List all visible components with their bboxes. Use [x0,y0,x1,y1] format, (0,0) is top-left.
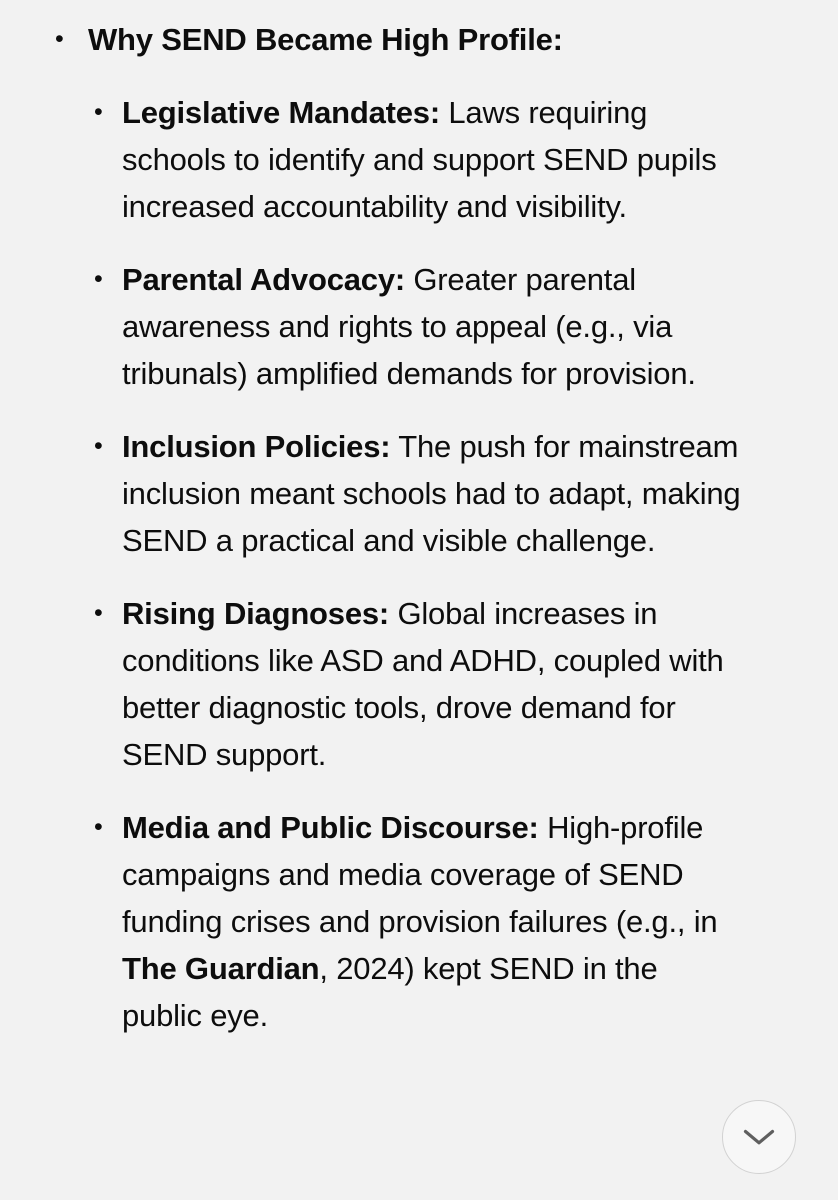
list-item-body: Laws requiring schools to identify and support SEND pupils increased accountability and visibility. [122,95,717,224]
list-item [88,256,798,397]
list-item-label: Parental Advocacy: [122,262,405,297]
list-item [88,804,798,1039]
list-item-label: Rising Diagnoses: [122,596,390,631]
list-title: Why SEND Became High Profile: [88,22,563,57]
bullet-marker: • [94,98,103,126]
list-item-text [122,256,744,397]
list-item-text [122,423,744,564]
chevron-down-icon [743,1129,775,1146]
list-item-text [122,590,744,778]
top-list-item [55,16,798,1039]
list-item-label: Media and Public Discourse: [122,810,539,845]
bullet-marker: • [94,265,103,293]
list-item-body-after: , 2024) kept SEND in the public eye. [122,951,658,1033]
list-item [88,423,798,564]
bullet-marker: • [94,599,103,627]
list-item-body: Greater parental awareness and rights to appeal (e.g., via tribunals) amplified demands for provision. [122,262,696,391]
scroll-to-bottom-button[interactable] [722,1100,796,1174]
list-item-body: Global increases in conditions like ASD and ADHD, coupled with better diagnostic tools, drove demand for SEND support. [122,596,724,772]
bullet-marker: • [94,813,103,841]
list-item-text [122,89,744,230]
list-item-inline-bold: The Guardian [122,951,320,986]
list-item [88,590,798,778]
list-item-body: High-profile campaigns and media coverage of SEND funding crises and provision failures (e.g., in [122,810,718,939]
list-item-label: Legislative Mandates: [122,95,440,130]
list-item-label: Inclusion Policies: [122,429,391,464]
bullet-marker: • [94,432,103,460]
list-item [88,89,798,230]
list-item-body: The push for mainstream inclusion meant schools had to adapt, making SEND a practical and visible challenge. [122,429,741,558]
top-list-body [88,16,798,1039]
list-item-text [122,804,744,1039]
nested-list [88,89,798,1039]
bullet-marker: • [55,25,64,53]
